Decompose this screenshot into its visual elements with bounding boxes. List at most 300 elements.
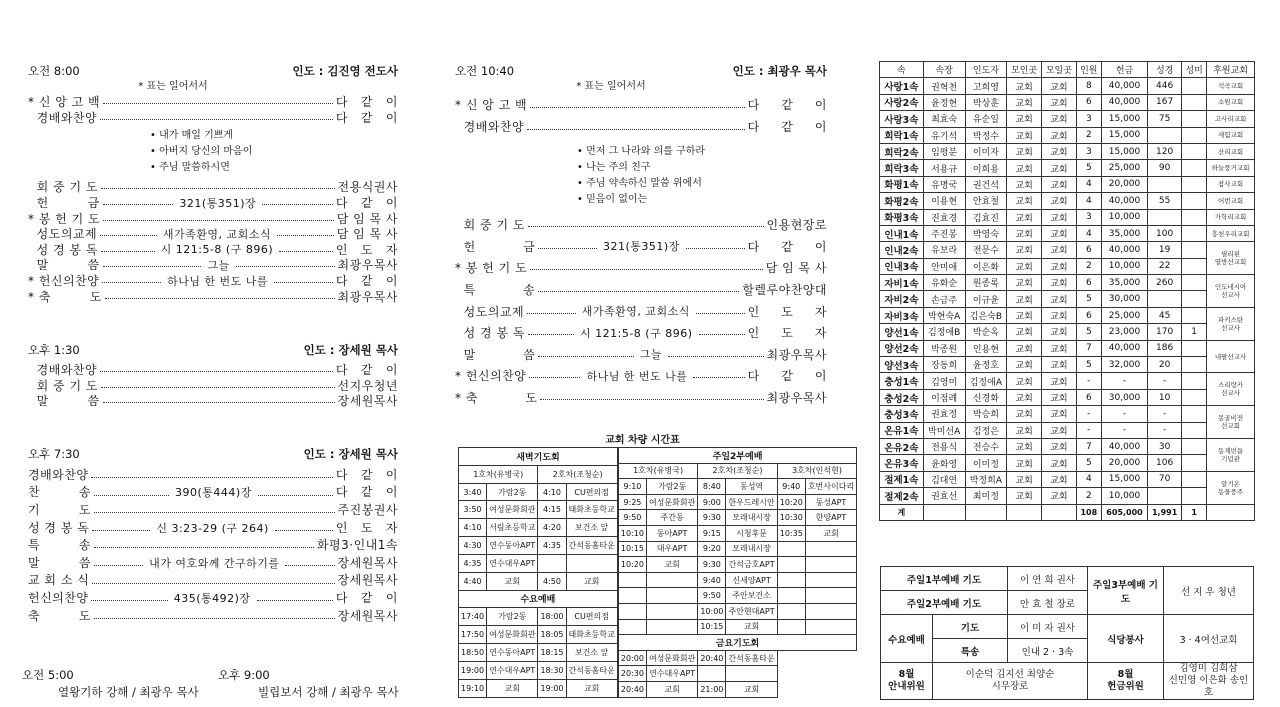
- roster-cell: 5: [1076, 324, 1101, 340]
- roster-cell: 교회: [1007, 193, 1042, 209]
- roster-cell: 교회: [1007, 406, 1042, 422]
- standing-note: * 표는 일어서서: [576, 81, 646, 92]
- order-person: 다 같 이: [747, 239, 827, 254]
- order-detail: 435(통492)장: [173, 591, 251, 605]
- roster-cell: 교회: [1007, 373, 1042, 389]
- bus-stop-row: [618, 572, 856, 588]
- order-label: 특 송: [28, 538, 92, 553]
- roster-cell: 온유2속: [880, 438, 924, 454]
- roster-cell: [1182, 373, 1207, 389]
- roster-row: [880, 307, 1255, 323]
- bus-time: 9:40: [698, 572, 726, 588]
- bus-time: 17:50: [459, 626, 487, 644]
- duty-label: 주일3부예배 기도: [1088, 567, 1164, 615]
- bus-time: 21:00: [698, 681, 726, 697]
- bus-stop-row: [459, 501, 618, 519]
- order-label: * 봉 헌 기 도: [455, 261, 528, 276]
- bus-stop: 교회: [726, 619, 777, 635]
- dot-leader: [538, 291, 739, 292]
- roster-table: [879, 61, 1255, 521]
- order-row: [28, 362, 398, 378]
- bus-stop-row: [618, 603, 856, 619]
- roster-cell: 45: [1148, 307, 1182, 323]
- duty-person: 선 지 우 청년: [1164, 567, 1254, 615]
- roster-cell: 교회: [1042, 324, 1077, 340]
- bus-time: 4:35: [459, 554, 487, 572]
- bus-stop: 연수대우APT: [487, 554, 538, 572]
- dot-leader: [528, 226, 764, 227]
- wed-header: 수요예배: [459, 590, 618, 608]
- roster-cell: 1: [1182, 324, 1207, 340]
- dot-leader: [105, 298, 335, 299]
- roster-cell: 양선2속: [880, 340, 924, 356]
- roster-cell: 희락2속: [880, 143, 924, 159]
- duty-label: 식당봉사: [1088, 615, 1164, 663]
- song-list: [455, 144, 827, 208]
- order-row: [455, 365, 827, 387]
- bus-stop-row: [459, 644, 618, 662]
- order-row: [28, 520, 398, 538]
- roster-cell: 박상훈: [965, 94, 1007, 110]
- order-detail: 시 121:5-8 (구 896): [580, 326, 693, 340]
- order-detail: 새가족환영, 교회소식: [581, 305, 690, 319]
- roster-cell: 22: [1148, 258, 1182, 274]
- roster-cell: 5: [1076, 357, 1101, 373]
- order-label: 경배와찬양: [455, 120, 525, 134]
- roster-total-cell: 1,991: [1148, 504, 1182, 520]
- roster-cell: 교회: [1042, 160, 1077, 176]
- bus-stop-row: [459, 661, 618, 679]
- bus-right-table: [618, 447, 857, 698]
- standing-note: * 표는 일어서서: [138, 81, 208, 92]
- dot-leader: [686, 248, 745, 249]
- roster-total-cell: [1042, 504, 1077, 520]
- song-item: • 나는 주의 친구: [577, 160, 827, 176]
- roster-row: [880, 94, 1255, 110]
- bus-stop: [805, 603, 856, 619]
- roster-cell: 교회: [1007, 438, 1042, 454]
- roster-cell: 화평2속: [880, 193, 924, 209]
- roster-cell: 186: [1148, 340, 1182, 356]
- order-label: 성 경 봉 독: [455, 326, 525, 341]
- duty-person: 이 미 자 권사: [1007, 615, 1087, 639]
- duty-label: 특송: [933, 639, 1008, 663]
- order-person: 최광우목사: [766, 347, 828, 362]
- roster-cell: 교회: [1042, 373, 1077, 389]
- roster-header: 헌금: [1101, 62, 1147, 78]
- roster-cell: [1182, 111, 1207, 127]
- duty-roster: [880, 566, 1254, 700]
- roster-row: [880, 275, 1255, 291]
- roster-support-church: 파키스탄 선교사: [1207, 307, 1255, 340]
- order-person: 최광우목사: [337, 289, 398, 304]
- order-label: 찬 송: [28, 485, 92, 500]
- bus-time: 9:20: [698, 541, 726, 557]
- roster-cell: 최효숙: [923, 111, 965, 127]
- bus-sub: 2호차(조청순): [698, 463, 777, 479]
- dot-leader: [103, 103, 333, 104]
- roster-cell: 이규윤: [965, 291, 1007, 307]
- order-row: [28, 195, 398, 211]
- service-time: 오전 8:00: [28, 64, 80, 78]
- dot-leader: [258, 495, 333, 496]
- roster-cell: 25,000: [1101, 160, 1147, 176]
- order-row: [28, 484, 398, 502]
- roster-cell: 인내2속: [880, 242, 924, 258]
- order-row: [28, 210, 398, 226]
- bus-stop: 대우APT: [646, 541, 697, 557]
- order-row: [455, 116, 827, 138]
- roster-cell: [1148, 291, 1182, 307]
- bus-stop-row: [618, 681, 856, 697]
- roster-cell: 15,000: [1101, 111, 1147, 127]
- roster-header: 모인곳: [1007, 62, 1042, 78]
- dot-leader: [538, 356, 634, 357]
- bus-time: 9:25: [618, 494, 646, 510]
- roster-cell: 교회: [1007, 455, 1042, 471]
- bus-time: [777, 603, 805, 619]
- duty-person: 인내 2 · 3속: [1007, 639, 1087, 663]
- roster-cell: 새힘교회: [1207, 127, 1255, 143]
- bus-stop-row: [618, 479, 856, 495]
- duty-label: 기도: [933, 615, 1008, 639]
- roster-cell: [1182, 422, 1207, 438]
- order-row: [28, 393, 398, 409]
- bus-stop: 간석동홈타운: [726, 650, 777, 666]
- roster-cell: 35,000: [1101, 225, 1147, 241]
- roster-total-cell: [923, 504, 965, 520]
- roster-cell: 20,000: [1101, 455, 1147, 471]
- roster-cell: 이미정: [965, 455, 1007, 471]
- bus-stop: 신새양APT: [726, 572, 777, 588]
- roster-cell: 106: [1148, 455, 1182, 471]
- order-label: 성 경 봉 독: [28, 242, 98, 257]
- night-time: 오후 9:00: [218, 668, 270, 682]
- bus-stop: 여성문화회관: [487, 501, 538, 519]
- order-row: [455, 387, 827, 409]
- dot-leader: [100, 235, 157, 236]
- roster-cell: 절제1속: [880, 471, 924, 487]
- roster-cell: [1182, 160, 1207, 176]
- bus-time: 17:40: [459, 608, 487, 626]
- roster-cell: 3: [1076, 143, 1101, 159]
- bus-stop: 교회: [646, 557, 697, 573]
- bus-stop: 태화초등학교: [566, 626, 617, 644]
- roster-cell: 교회: [1007, 324, 1042, 340]
- service-leader: 인도 : 최광우 목사: [732, 64, 827, 78]
- roster-cell: -: [1101, 422, 1147, 438]
- roster-row: [880, 455, 1255, 471]
- roster-cell: [1182, 193, 1207, 209]
- roster-cell: 교회: [1042, 340, 1077, 356]
- dot-leader: [538, 248, 597, 249]
- roster-cell: 어번교회: [1207, 193, 1255, 209]
- order-person: 담 임 목 사: [765, 261, 827, 276]
- order-label: 교 회 소 식: [28, 573, 90, 588]
- roster-cell: 교회: [1007, 225, 1042, 241]
- order-row: [28, 273, 398, 289]
- dot-leader: [101, 188, 335, 189]
- dot-leader: [285, 565, 334, 566]
- bus-stop: 교회: [487, 679, 538, 697]
- roster-cell: [1182, 143, 1207, 159]
- roster-cell: [1182, 78, 1207, 94]
- roster-cell: 3: [1076, 209, 1101, 225]
- roster-cell: 산리교회: [1207, 143, 1255, 159]
- roster-cell: 교회: [1007, 176, 1042, 192]
- bus-stop: 가람2동: [646, 479, 697, 495]
- bus-stop: 여성문화회관: [646, 650, 697, 666]
- order-detail: 321(통351)장: [179, 196, 257, 210]
- song-item: • 내가 매일 기쁘게: [150, 128, 398, 144]
- service-evening-header: [28, 446, 398, 462]
- bus-time: 19:10: [459, 679, 487, 697]
- roster-cell: 서용규: [923, 160, 965, 176]
- roster-cell: 전승수: [965, 438, 1007, 454]
- roster-cell: 김영미: [923, 373, 965, 389]
- roster-cell: 15,000: [1101, 471, 1147, 487]
- roster-cell: 교회: [1007, 111, 1042, 127]
- roster-cell: 75: [1148, 111, 1182, 127]
- bus-stop: 교회: [566, 679, 617, 697]
- order-label: 회 중 기 도: [455, 218, 525, 233]
- roster-cell: 교회: [1042, 275, 1077, 291]
- order-row: [28, 607, 398, 625]
- roster-cell: 교회: [1042, 357, 1077, 373]
- bus-time: [777, 541, 805, 557]
- bus-sub: 2호차(조청순): [538, 465, 617, 483]
- roster-cell: 고희영: [965, 78, 1007, 94]
- roster-cell: 170: [1148, 324, 1182, 340]
- roster-cell: 박영숙: [965, 225, 1007, 241]
- roster-cell: 교회: [1007, 78, 1042, 94]
- order-label: 특 송: [455, 283, 536, 298]
- order-person: 인용현장로: [766, 218, 827, 233]
- roster-cell: 5: [1076, 160, 1101, 176]
- order-label: 헌 금: [28, 196, 100, 211]
- roster-cell: 양선3속: [880, 357, 924, 373]
- order-row: [28, 537, 398, 555]
- order-detail: 하나님 한 번도 나를: [586, 369, 688, 383]
- roster-cell: 권건석: [965, 176, 1007, 192]
- roster-cell: 온유3속: [880, 455, 924, 471]
- roster-cell: 2: [1076, 488, 1101, 504]
- duty-label: 주일1부예배 기도: [881, 567, 1008, 591]
- order-person: 다 같 이: [335, 590, 398, 605]
- roster-cell: 교회: [1007, 160, 1042, 176]
- order-person: 장세원목사: [337, 573, 398, 588]
- dot-leader: [91, 477, 332, 478]
- roster-header: 성경: [1148, 62, 1182, 78]
- roster-cell: 사랑2속: [880, 94, 924, 110]
- order-detail: 그늘: [207, 258, 230, 272]
- roster-cell: 167: [1148, 94, 1182, 110]
- order-label: * 축 도: [455, 391, 538, 406]
- roster-cell: 90: [1148, 160, 1182, 176]
- roster-cell: 김정애A: [965, 373, 1007, 389]
- roster-cell: 이미자: [965, 143, 1007, 159]
- bus-stop: 주안현대APT: [726, 603, 777, 619]
- order-label: 회 중 기 도: [28, 180, 98, 195]
- order-row: [28, 288, 398, 304]
- roster-cell: 이은화: [965, 258, 1007, 274]
- bus-stop: 동아APT: [646, 525, 697, 541]
- dot-leader: [100, 119, 333, 120]
- order-person: 선지우청년: [337, 378, 398, 393]
- roster-cell: 6: [1076, 94, 1101, 110]
- roster-cell: 10,000: [1101, 488, 1147, 504]
- roster-cell: 온유1속: [880, 422, 924, 438]
- fri-header: 금요기도회: [618, 635, 856, 651]
- roster-cell: 40,000: [1101, 193, 1147, 209]
- roster-total-row: [880, 504, 1255, 520]
- roster-total-cell: 계: [880, 504, 924, 520]
- order-person: 장세원목사: [337, 555, 398, 570]
- order-row: [28, 179, 398, 195]
- order-person: 다 같 이: [747, 98, 827, 112]
- bus-time: 4:35: [538, 537, 566, 555]
- order-row: [28, 110, 398, 126]
- roster-cell: 교회: [1042, 422, 1077, 438]
- roster-cell: 안미애: [923, 258, 965, 274]
- bus-time: 18:15: [538, 644, 566, 662]
- roster-cell: 70: [1148, 471, 1182, 487]
- roster-cell: 120: [1148, 143, 1182, 159]
- roster-cell: 사랑1속: [880, 78, 924, 94]
- dot-leader: [94, 618, 335, 619]
- order-person: 다 같 이: [335, 196, 398, 211]
- duty-label: 8월 안내위원: [881, 663, 933, 700]
- roster-cell: 사랑3속: [880, 111, 924, 127]
- roster-cell: 교회: [1042, 193, 1077, 209]
- roster-cell: 교회: [1007, 275, 1042, 291]
- order-detail: 하나님 한 번도 나를: [167, 274, 269, 288]
- roster-cell: 석곡교회: [1207, 78, 1255, 94]
- order-person: 다 같 이: [747, 369, 828, 384]
- dot-leader: [540, 399, 763, 400]
- bus-stop: 가람2동: [487, 483, 538, 501]
- dot-leader: [262, 204, 333, 205]
- roster-cell: 교회: [1007, 242, 1042, 258]
- roster-cell: 35,000: [1101, 275, 1147, 291]
- order-person: 다 같 이: [335, 467, 398, 482]
- roster-cell: 주진봉: [923, 225, 965, 241]
- bus-stop-row: [459, 519, 618, 537]
- bus-stop-row: [618, 650, 856, 666]
- bus-stop: 간석금호APT: [726, 557, 777, 573]
- roster-cell: 화평3속: [880, 209, 924, 225]
- order-row: [455, 344, 827, 366]
- roster-cell: 15,000: [1101, 143, 1147, 159]
- roster-row: [880, 209, 1255, 225]
- roster-cell: 화평1속: [880, 176, 924, 192]
- order-label: * 헌신의찬양: [455, 369, 527, 384]
- night-desc: 빌립보서 강해 / 최광우 목사: [258, 685, 399, 699]
- order-person: 최광우목사: [337, 258, 399, 273]
- bus-stop: [646, 603, 697, 619]
- roster-cell: 20,000: [1101, 176, 1147, 192]
- service-time: 오후 7:30: [28, 446, 80, 461]
- dot-leader: [91, 600, 167, 601]
- roster-cell: -: [1101, 406, 1147, 422]
- roster-cell: 15,000: [1101, 127, 1147, 143]
- order-row: [455, 236, 827, 258]
- order-person: 인 도 자: [335, 520, 399, 535]
- order-label: 말 씀: [455, 347, 536, 362]
- order-row: [28, 242, 398, 258]
- roster-cell: 교회: [1007, 340, 1042, 356]
- roster-cell: 6: [1076, 275, 1101, 291]
- roster-cell: -: [1101, 373, 1147, 389]
- roster-cell: [1182, 471, 1207, 487]
- bus-stop-row: [618, 588, 856, 604]
- roster-cell: 이점례: [923, 389, 965, 405]
- bus-time: 18:05: [538, 626, 566, 644]
- roster-header: 후원교회: [1207, 62, 1255, 78]
- order-person: 인 도 자: [335, 242, 398, 257]
- bus-stop: 교회: [726, 681, 777, 697]
- bus-time: 19:00: [538, 679, 566, 697]
- roster-cell: 4: [1076, 193, 1101, 209]
- roster-row: [880, 143, 1255, 159]
- roster-row: [880, 373, 1255, 389]
- bus-time: 9:30: [698, 557, 726, 573]
- roster-cell: 2: [1076, 258, 1101, 274]
- roster-cell: 32,000: [1101, 357, 1147, 373]
- bus-stop: 연수대우APT: [487, 661, 538, 679]
- roster-support-church: 네팔선교사: [1207, 340, 1255, 373]
- order-person: 할렐루야찬양대: [742, 283, 827, 298]
- roster-cell: [1182, 275, 1207, 291]
- roster-row: [880, 324, 1255, 340]
- dot-leader: [103, 266, 202, 267]
- roster-cell: 유화순: [923, 275, 965, 291]
- order-label: 축 도: [28, 608, 92, 623]
- roster-cell: 교회: [1007, 357, 1042, 373]
- bus-stop: 모래내시장: [726, 510, 777, 526]
- order-detail: 390(통444)장: [175, 486, 252, 500]
- duty-person: 3 · 4여선교회: [1164, 615, 1254, 663]
- roster-cell: 40,000: [1101, 242, 1147, 258]
- bus-title: 교회 차량 시간표: [605, 435, 680, 446]
- bus-stop-row: [618, 541, 856, 557]
- roster-cell: 30: [1148, 438, 1182, 454]
- roster-cell: 교회: [1042, 455, 1077, 471]
- roster-row: [880, 193, 1255, 209]
- roster-cell: 권효정: [923, 406, 965, 422]
- dot-leader: [668, 356, 764, 357]
- order-row: [455, 322, 827, 344]
- service-morning-header: [28, 63, 398, 79]
- order-row: [455, 279, 827, 301]
- duty-person: 김영미 김희삼 신민영 이은화 송인호: [1164, 663, 1254, 700]
- order-label: 경배와찬양: [28, 363, 98, 378]
- roster-cell: 7: [1076, 438, 1101, 454]
- bus-stop: 연수동아APT: [487, 537, 538, 555]
- order-person: 다 같 이: [335, 95, 398, 110]
- bus-time: 19:00: [459, 661, 487, 679]
- service-afternoon-header: [28, 342, 398, 358]
- roster-cell: [1182, 406, 1207, 422]
- order-row: [28, 467, 398, 485]
- dot-leader: [236, 266, 335, 267]
- roster-cell: 19: [1148, 242, 1182, 258]
- roster-cell: 교회: [1007, 209, 1042, 225]
- roster-cell: 100: [1148, 225, 1182, 241]
- bus-time: 20:00: [618, 650, 646, 666]
- order-person: 담 임 목 사: [336, 211, 398, 226]
- roster-cell: 이용현: [923, 193, 965, 209]
